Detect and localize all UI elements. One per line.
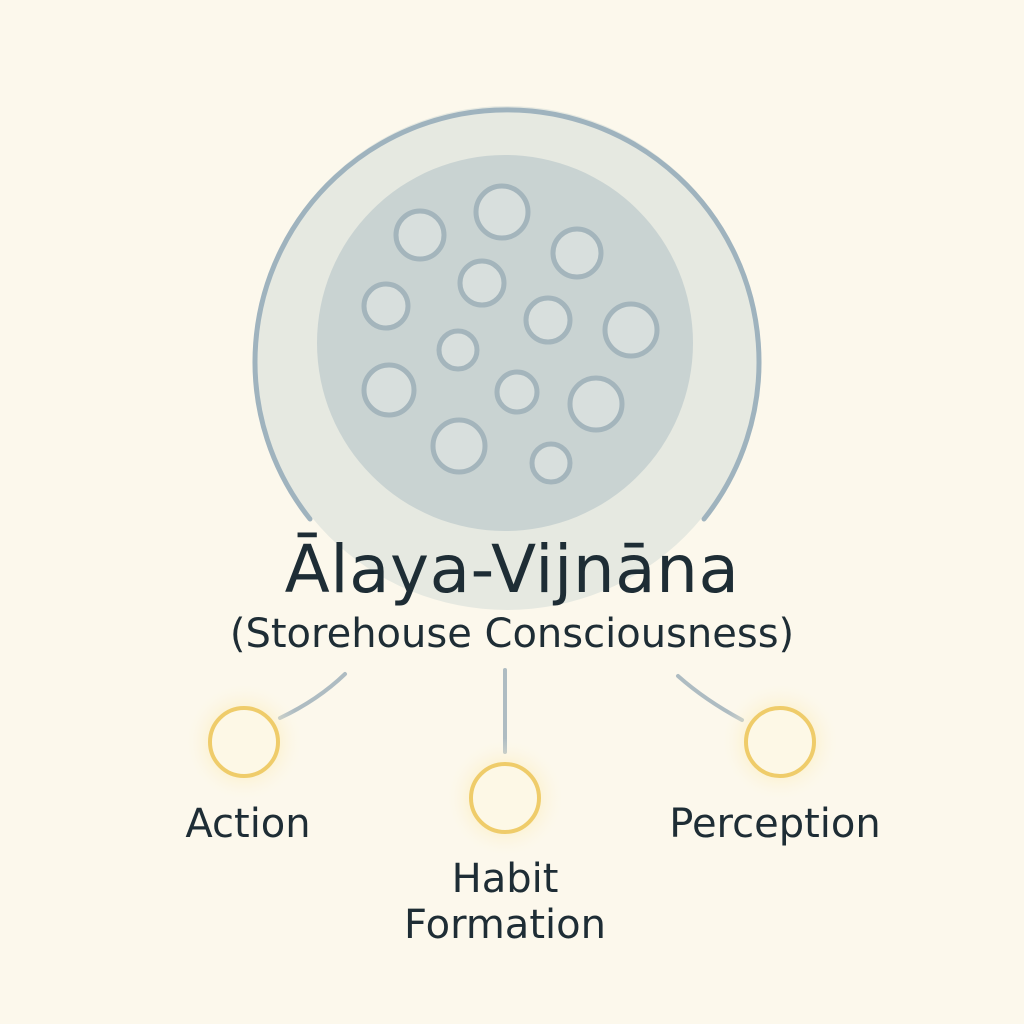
seed [364,365,414,415]
seed [439,331,477,369]
diagram-subtitle: (Storehouse Consciousness) [229,611,795,657]
seed [570,378,622,430]
habit-label-line2: Formation [404,902,606,948]
seed [476,186,528,238]
seed [532,444,570,482]
seed [497,372,537,412]
seed [553,229,601,277]
habit-label-line1: Habit [451,856,559,902]
seed [605,304,657,356]
seed [396,211,444,259]
habit-formation-label [380,856,630,948]
action-label: Action [185,801,311,847]
diagram-title: Ālaya-Vijnāna [284,531,740,608]
seed [364,284,408,328]
action-node-circle [210,708,278,776]
seed [526,298,570,342]
perception-node-circle [746,708,814,776]
seed [460,261,504,305]
habit-node-circle [471,764,539,832]
seed [433,420,485,472]
perception-label: Perception [669,801,881,847]
